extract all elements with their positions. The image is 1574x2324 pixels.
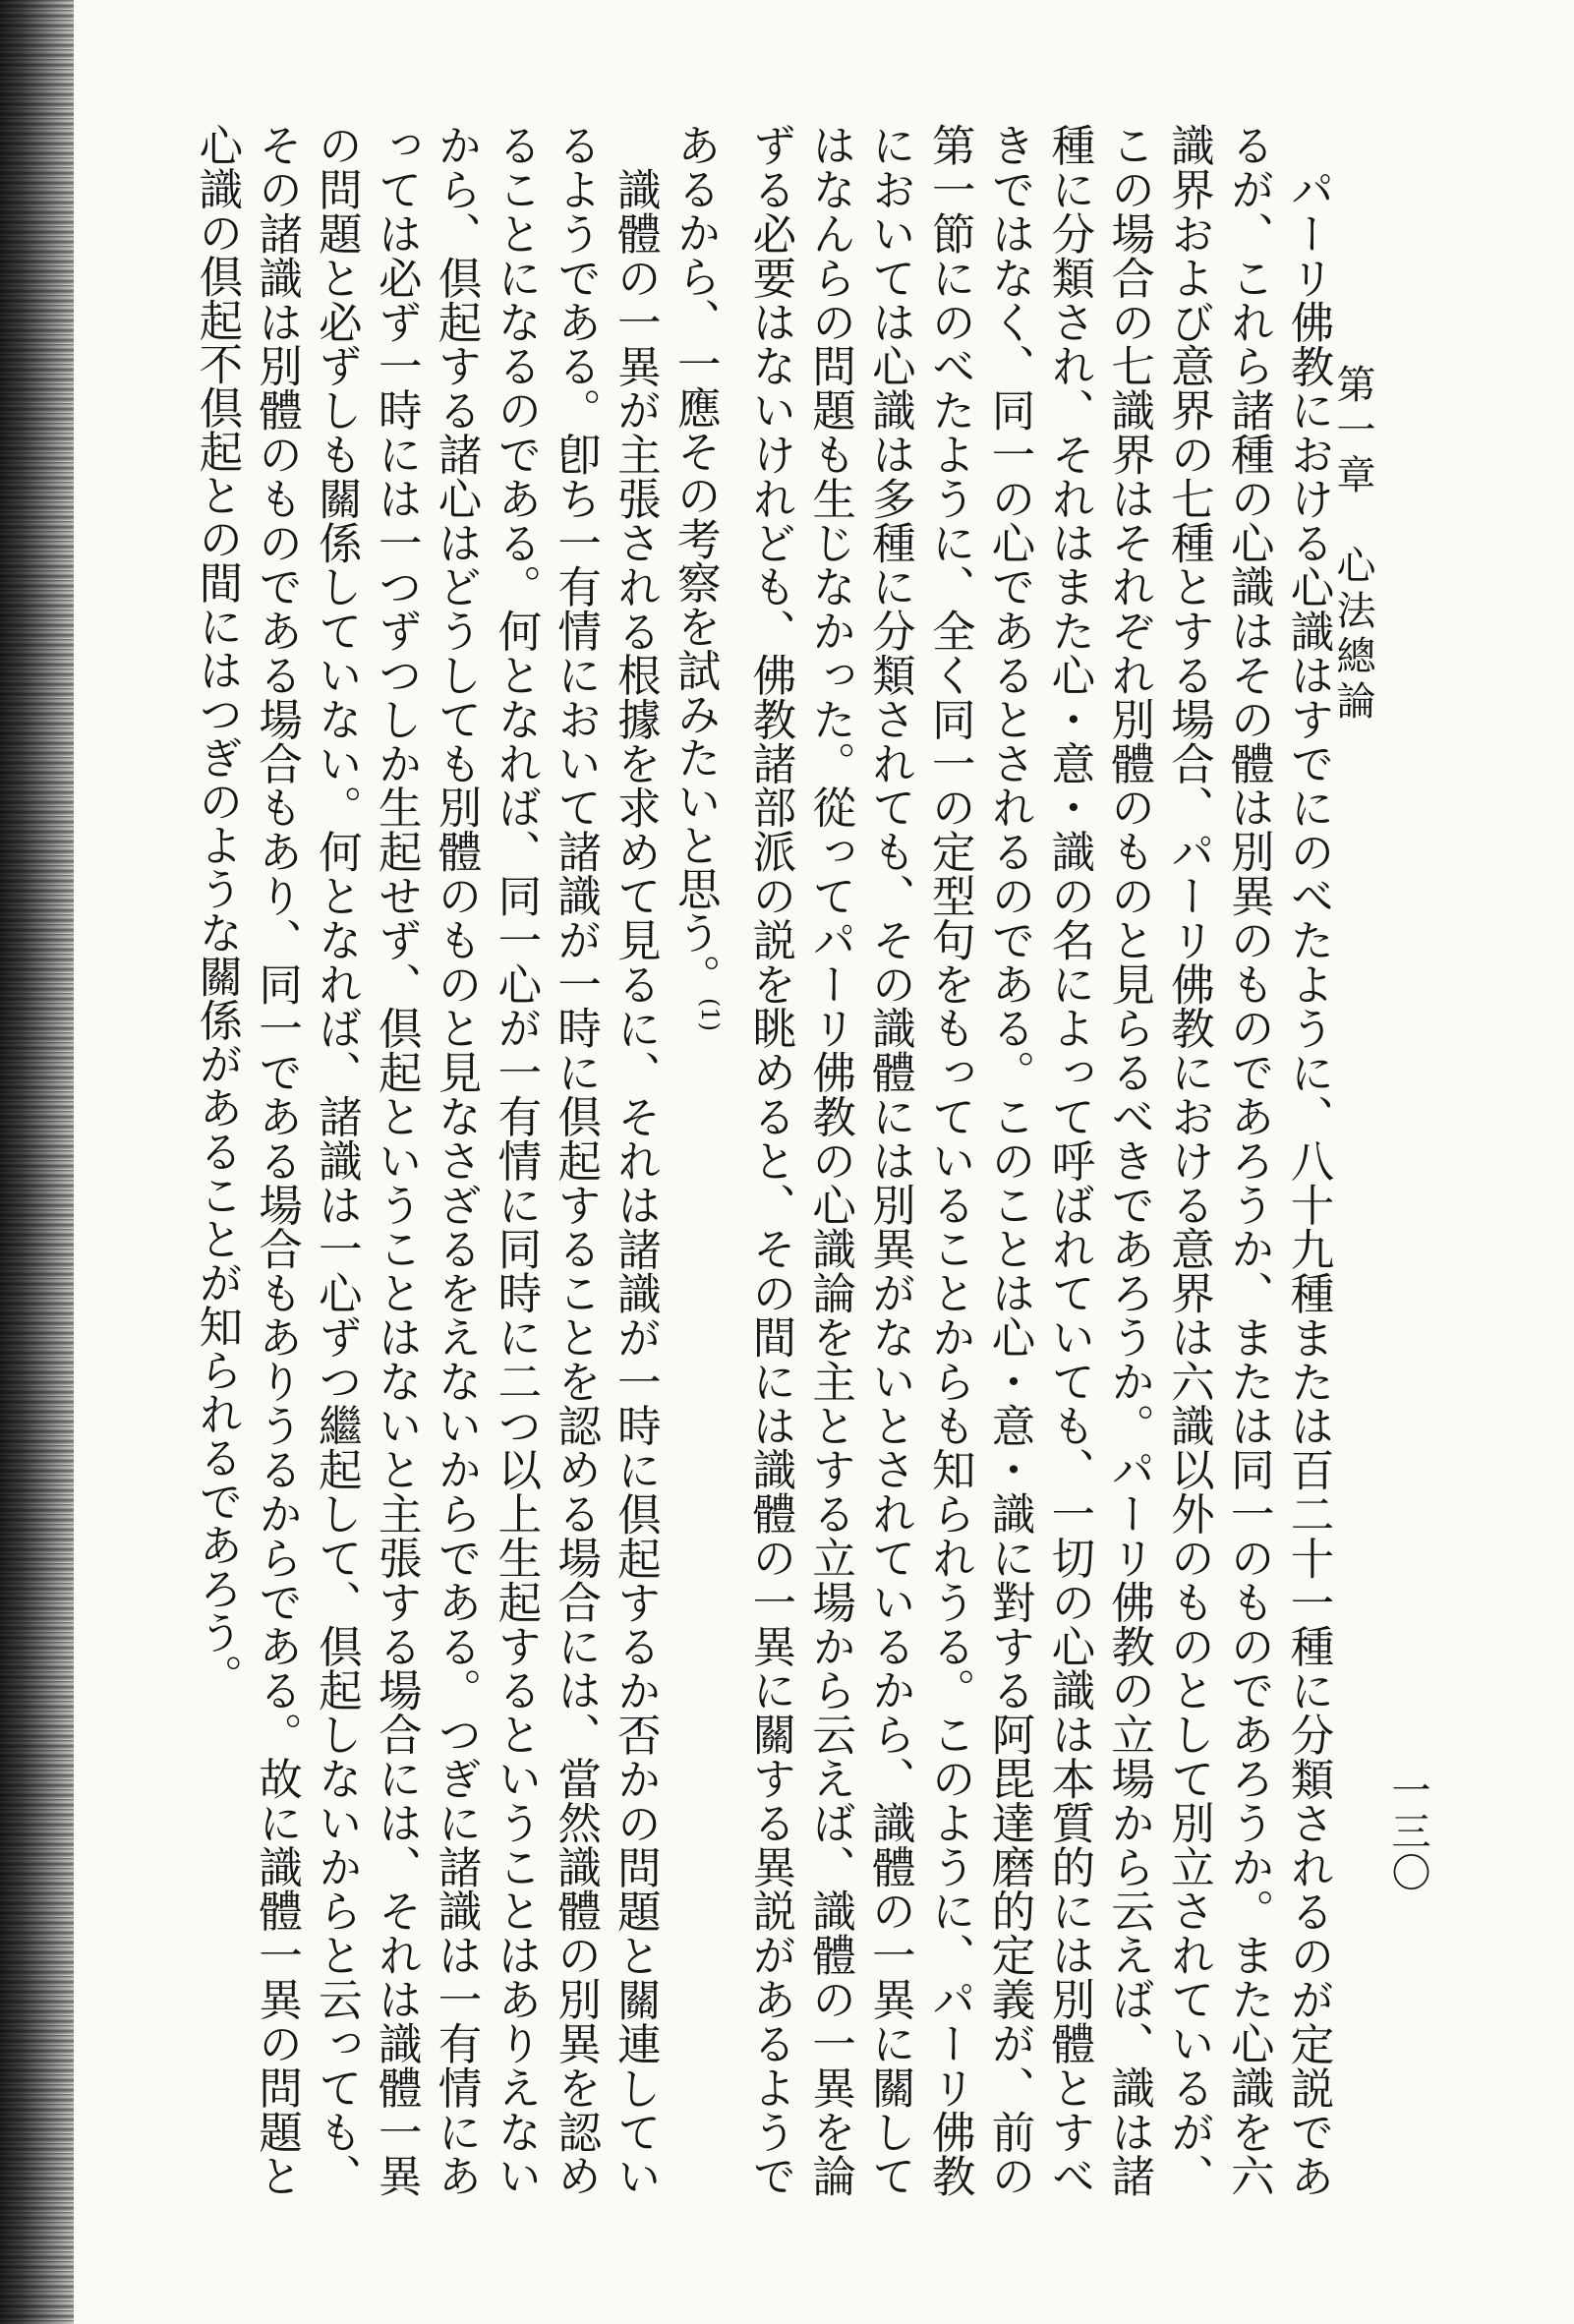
paragraph-1-text: パーリ佛教における心識はすでにのべたように、八十九種または百二十一種に分類されるのが定説であるが、これら諸種の心識はその體は別異のものであろうか、または同一のものであろうか。また心識を六識界および意界の七種とする場合、パーリ佛教における意界は六識以外のものとして別立されているが、この場合の七識界はそれぞれ別體のものと見らるべきであろうか。パーリ佛教の立場から云えば、識は諸種に分類され、それはまた心・意・識の名によって呼ばれていても、一切の心識は本質的には別體とすべきではなく、同一の心であるとされるのである。このことは心・意・識に對する阿毘達磨的定義が、前の第一節にのべたように、全く同一の定型句をもっていることからも知られうる。このように、パーリ佛教においては心識は多種に分類されても、その識體には別異がないとされているから、識體の一異に關してはなんらの問題も生じなかった。從ってパーリ佛教の心識論を主とする立場から云えば、識體の一異を論ずる必要はないけれども、佛教諸部派の説を眺めると、その間には識體の一異に關する異説があるようであるから、一應その考察を試みたいと思う。: [670, 123, 1333, 2197]
running-head: 第一章 心法總論: [1330, 364, 1375, 726]
page-number: 一三〇: [1385, 1770, 1430, 1893]
footnote-ref[interactable]: (1): [696, 998, 725, 1031]
scan-shadow-edge: [0, 0, 74, 2324]
body-text: [157, 123, 1337, 2197]
paragraph-2: 識體の一異が主張される根據を求めて見るに、それは諸識が一時に倶起するか否かの問題と關連しているようである。卽ち一有情において諸識が一時に倶起することを認める場合には、當然識體の別異を認めることになるのである。何となれば、同一心が一有情に同時に二つ以上生起するということはありえないから、倶起する諸心はどうしても別體のものと見なさざるをえないからである。つぎに諸識は一有情にあっては必ず一時には一つずつしか生起せず、倶起ということはないと主張する場合には、それは識體一異の問題と必ずしも關係していない。何となれば、諸識は一心ずつ繼起して、倶起しないからと云っても、その諸識は別體のものである場合もあり、同一である場合もありうるからである。故に識體一異の問題と心識の倶起不倶起との間にはつぎのような關係があることが知られるであろう。: [191, 123, 661, 2197]
paragraph-1: [664, 123, 1337, 2197]
